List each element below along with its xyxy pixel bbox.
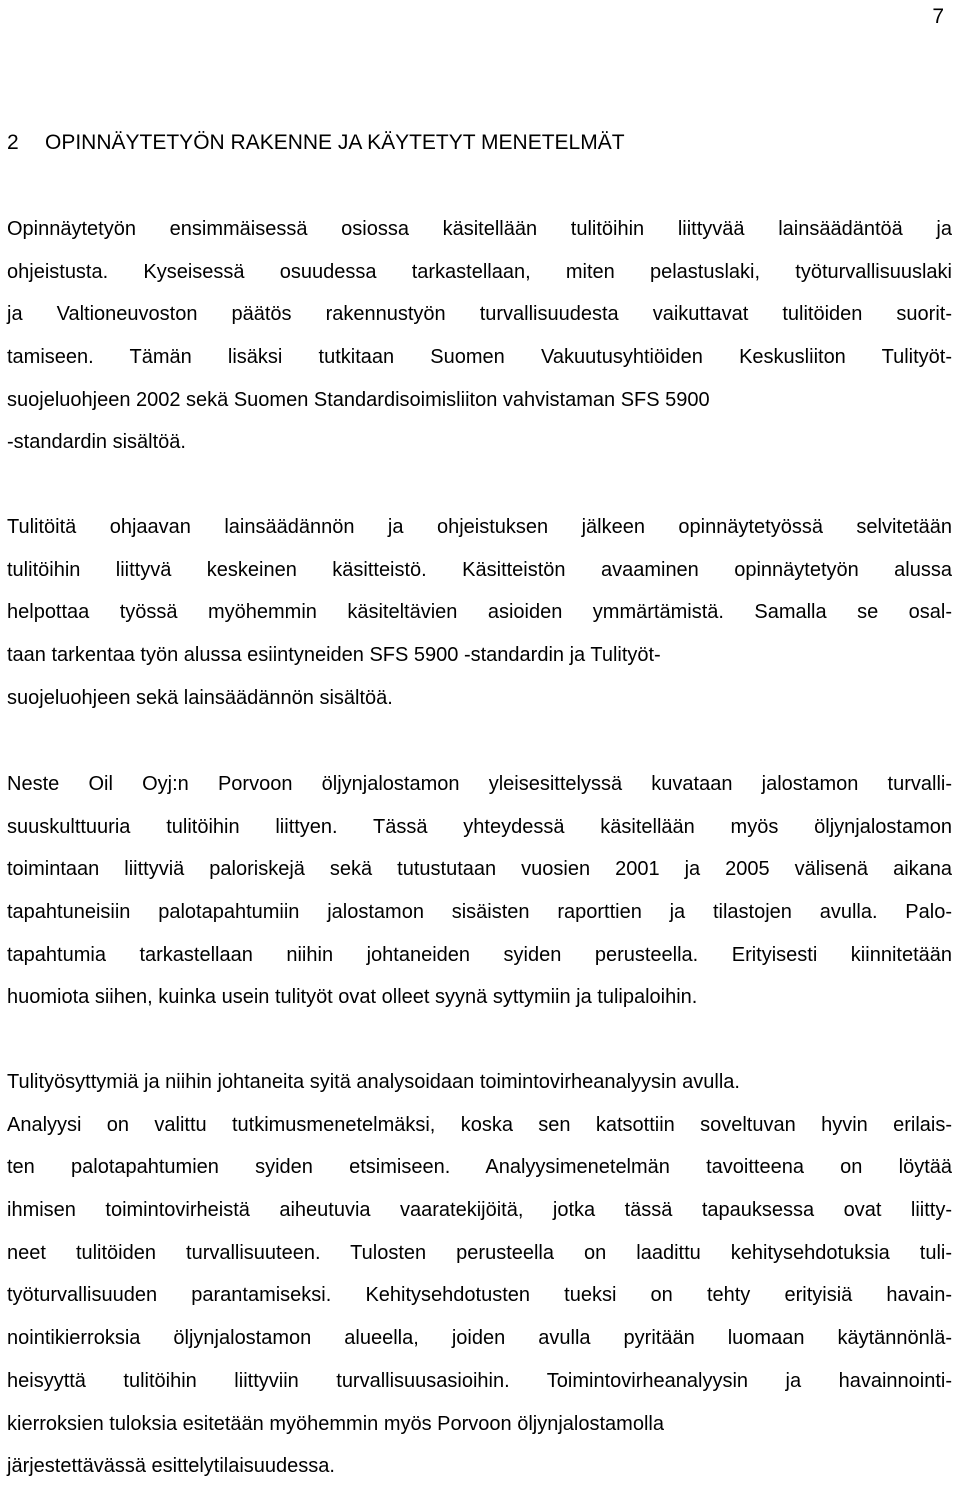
text-line: suojeluohjeen sekä lainsäädännön sisältöä. xyxy=(7,686,393,709)
text-line: helpottaa työssä myöhemmin käsiteltävien asioiden ymmärtämistä. Samalla se osal- xyxy=(7,601,952,624)
text-line: suojeluohjeen 2002 sekä Suomen Standardisoimisliiton vahvistaman SFS 5900 xyxy=(7,388,710,411)
text-line: heisyyttä tulitöihin liittyviin turvallisuusasioihin. Toimintovirheanalyysin ja havainnointi- xyxy=(7,1369,952,1392)
paragraph-1 xyxy=(7,208,952,464)
paragraph-3 xyxy=(7,763,952,1019)
text-line: kierroksien tuloksia esitetään myöhemmin myös Porvoon öljynjalostamolla xyxy=(7,1412,664,1435)
text-line: ohjeistusta. Kyseisessä osuudessa tarkastellaan, miten pelastuslaki, työturvallisuuslaki xyxy=(7,260,952,283)
page-number: 7 xyxy=(932,5,944,28)
text-line: nointikierroksia öljynjalostamon alueella, joiden avulla pyritään luomaan käytännönlä- xyxy=(7,1327,952,1350)
text-line: huomiota siihen, kuinka usein tulityöt ovat olleet syynä syttymiin ja tulipaloihin. xyxy=(7,986,698,1009)
text-line: toimintaan liittyviä paloriskejä sekä tutustutaan vuosien 2001 ja 2005 välisenä aikana xyxy=(7,858,952,881)
text-line: tamiseen. Tämän lisäksi tutkitaan Suomen Vakuutusyhtiöiden Keskusliiton Tulityöt- xyxy=(7,346,952,369)
chapter-number: 2 xyxy=(7,131,19,154)
text-line: työturvallisuuden parantamiseksi. Kehitysehdotusten tueksi on tehty erityisiä havain- xyxy=(7,1284,952,1307)
text-line: järjestettävässä esittelytilaisuudessa. xyxy=(7,1455,335,1478)
chapter-heading xyxy=(7,128,625,158)
text-line: taan tarkentaa työn alussa esiintyneiden SFS 5900 -standardin ja Tulityöt- xyxy=(7,644,661,667)
text-line: suuskulttuuria tulitöihin liittyen. Tässä yhteydessä käsitellään myös öljynjalostamon xyxy=(7,815,952,838)
text-line: ja Valtioneuvoston päätös rakennustyön turvallisuudesta vaikuttavat tulitöiden suorit- xyxy=(7,303,952,326)
text-line: ten palotapahtumien syiden etsimiseen. Analyysimenetelmän tavoitteena on löytää xyxy=(7,1156,952,1179)
text-line: Tulitöitä ohjaavan lainsäädännön ja ohjeistuksen jälkeen opinnäytetyössä selvitetään xyxy=(7,516,952,538)
text-line: Tulityösyttymiä ja niihin johtaneita syitä analysoidaan toimintovirheanalyysin avulla. xyxy=(7,1071,740,1093)
text-line: tapahtuneisiin palotapahtumiin jalostamon sisäisten raporttien ja tilastojen avulla. Palo- xyxy=(7,901,952,924)
paragraph-2 xyxy=(7,506,952,719)
text-line: Opinnäytetyön ensimmäisessä osiossa käsitellään tulitöihin liittyvää lainsäädäntöä ja xyxy=(7,218,952,240)
paragraph-4 xyxy=(7,1061,952,1488)
text-line: tulitöihin liittyvä keskeinen käsitteistö. Käsitteistön avaaminen opinnäytetyön alussa xyxy=(7,558,952,581)
text-line: Analyysi on valittu tutkimusmenetelmäksi, koska sen katsottiin soveltuvan hyvin erilais- xyxy=(7,1113,952,1136)
text-line: -standardin sisältöä. xyxy=(7,431,186,454)
text-line: ihmisen toimintovirheistä aiheutuvia vaaratekijöitä, jotka tässä tapauksessa ovat liitty- xyxy=(7,1199,952,1222)
text-line: neet tulitöiden turvallisuuteen. Tulosten perusteella on laadittu kehitysehdotuksia tuli- xyxy=(7,1241,952,1264)
text-line: tapahtumia tarkastellaan niihin johtaneiden syiden perusteella. Erityisesti kiinnitetään xyxy=(7,943,952,966)
text-line: Neste Oil Oyj:n Porvoon öljynjalostamon yleisesittelyssä kuvataan jalostamon turvalli- xyxy=(7,773,952,795)
chapter-title: OPINNÄYTETYÖN RAKENNE JA KÄYTETYT MENETELMÄT xyxy=(45,131,625,154)
